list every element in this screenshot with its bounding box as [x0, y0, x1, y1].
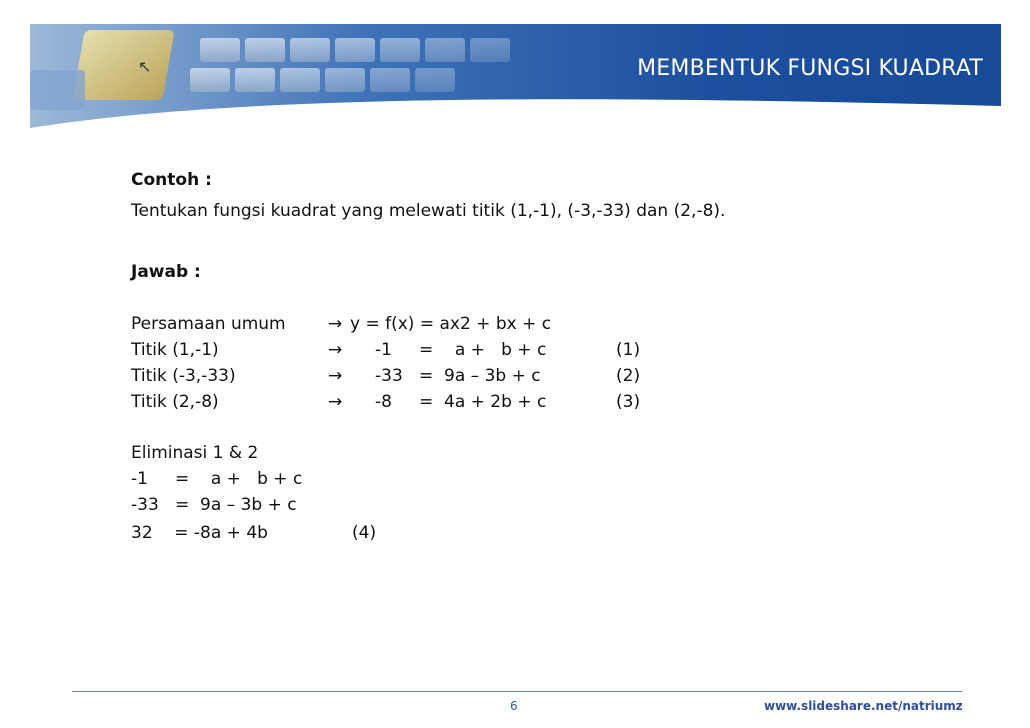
equation-tag: (3) [616, 392, 641, 412]
jawab-label: Jawab : [131, 262, 201, 282]
elimination-heading: Eliminasi 1 & 2 [131, 443, 259, 463]
elimination-line: 32 = -8a + 4b [131, 523, 268, 543]
question-text: Tentukan fungsi kuadrat yang melewati titik (1,-1), (-3,-33) dan (2,-8). [131, 201, 726, 221]
equation-expr: -1 = a + b + c [375, 340, 547, 360]
equation-tag: (1) [616, 340, 641, 360]
elimination-line: -1 = a + b + c [131, 469, 303, 489]
svg-text:↖: ↖ [138, 57, 152, 76]
footer-divider [72, 691, 962, 692]
page-number: 6 [510, 699, 518, 713]
equation-left: Titik (-3,-33) [131, 366, 236, 386]
elimination-tag: (4) [352, 523, 377, 543]
arrow-icon: → [328, 314, 343, 334]
elimination-line: -33 = 9a – 3b + c [131, 495, 297, 515]
equation-left: Titik (2,-8) [131, 392, 219, 412]
equation-expr: -33 = 9a – 3b + c [375, 366, 541, 386]
contoh-label: Contoh : [131, 170, 212, 190]
footer-url: www.slideshare.net/natriumz [764, 699, 963, 713]
equation-left: Persamaan umum [131, 314, 286, 334]
slide-title: MEMBENTUK FUNGSI KUADRAT [637, 56, 983, 81]
equation-expr: y = f(x) = ax2 + bx + c [350, 314, 552, 334]
slide-header [30, 0, 1001, 142]
equation-left: Titik (1,-1) [131, 340, 219, 360]
arrow-icon: → [328, 392, 343, 412]
equation-tag: (2) [616, 366, 641, 386]
arrow-icon: → [328, 340, 343, 360]
arrow-icon: → [328, 366, 343, 386]
equation-expr: -8 = 4a + 2b + c [375, 392, 547, 412]
